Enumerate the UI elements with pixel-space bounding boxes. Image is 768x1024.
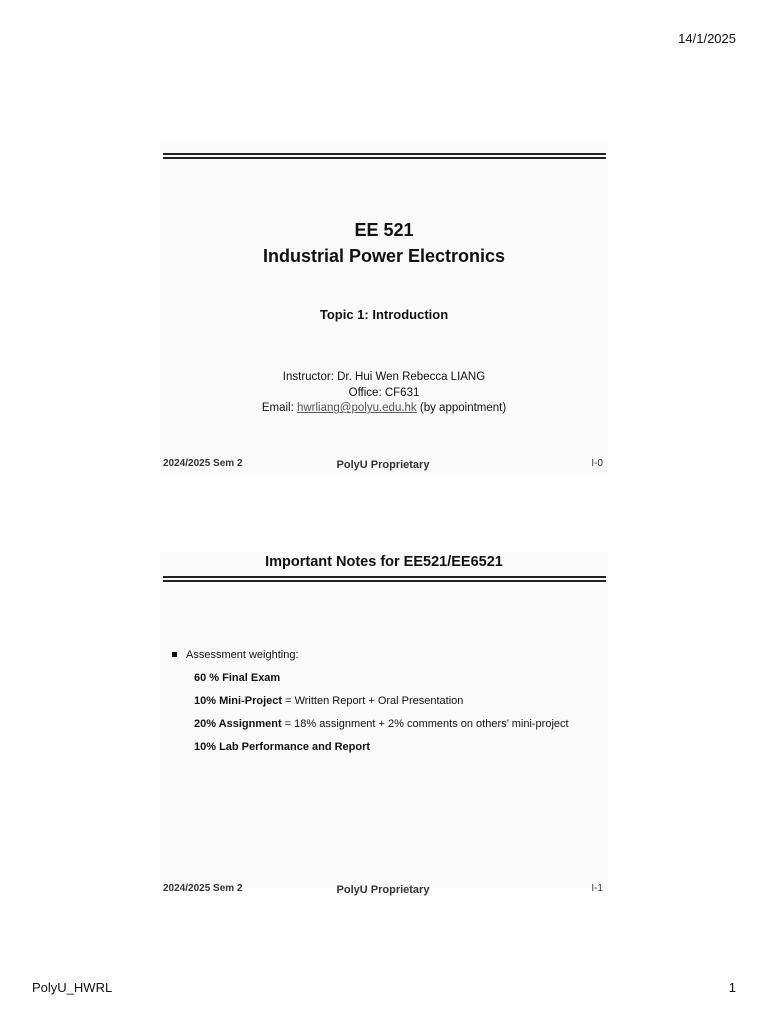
assessment-item-bold: 10% Mini-Project bbox=[194, 695, 283, 707]
header-double-rule bbox=[163, 576, 606, 582]
page-footer-label: PolyU_HWRL bbox=[32, 980, 113, 995]
assessment-item bbox=[194, 741, 370, 753]
topic-title: Topic 1: Introduction bbox=[319, 307, 449, 322]
assessment-item-rest: = 18% assignment + 2% comments on others’ mini-project bbox=[281, 718, 569, 730]
print-date: 14/1/2025 bbox=[678, 31, 736, 46]
email-suffix: (by appointment) bbox=[416, 402, 507, 414]
slide-footer bbox=[163, 458, 603, 472]
assessment-item bbox=[194, 695, 463, 707]
email-line bbox=[160, 402, 608, 414]
slide-important-notes bbox=[160, 552, 608, 896]
assessment-item-rest: = Written Report + Oral Presentation bbox=[282, 695, 464, 707]
office-line: Office: CF631 bbox=[348, 387, 420, 399]
bullet-item bbox=[172, 649, 299, 661]
email-link[interactable]: hwrliang@polyu.edu.hk bbox=[296, 402, 417, 414]
header-double-rule bbox=[163, 153, 606, 159]
assessment-item bbox=[194, 672, 280, 684]
square-bullet-icon bbox=[172, 652, 177, 657]
bullet-text: Assessment weighting: bbox=[186, 649, 299, 661]
slide-footer-semester: 2024/2025 Sem 2 bbox=[163, 458, 243, 469]
instructor-line: Instructor: Dr. Hui Wen Rebecca LIANG bbox=[282, 371, 486, 383]
slide-footer-semester: 2024/2025 Sem 2 bbox=[163, 883, 243, 894]
assessment-item-bold: 60 % Final Exam bbox=[194, 672, 281, 684]
slide-footer-id: I-1 bbox=[591, 883, 603, 894]
slide-footer-proprietary: PolyU Proprietary bbox=[336, 884, 430, 896]
course-code: EE 521 bbox=[354, 220, 414, 240]
slide-footer-proprietary: PolyU Proprietary bbox=[336, 459, 430, 471]
assessment-item bbox=[194, 718, 569, 730]
page-number: 1 bbox=[728, 980, 736, 995]
assessment-item-bold: 20% Assignment bbox=[194, 718, 282, 730]
assessment-item-bold: 10% Lab Performance and Report bbox=[194, 741, 371, 753]
email-prefix: Email: bbox=[261, 402, 297, 414]
slide-footer-id: I-0 bbox=[591, 458, 603, 469]
slide-title-page bbox=[160, 140, 608, 476]
slide-footer bbox=[163, 883, 603, 897]
slide-heading: Important Notes for EE521/EE6521 bbox=[265, 554, 503, 570]
course-title: Industrial Power Electronics bbox=[262, 246, 506, 266]
